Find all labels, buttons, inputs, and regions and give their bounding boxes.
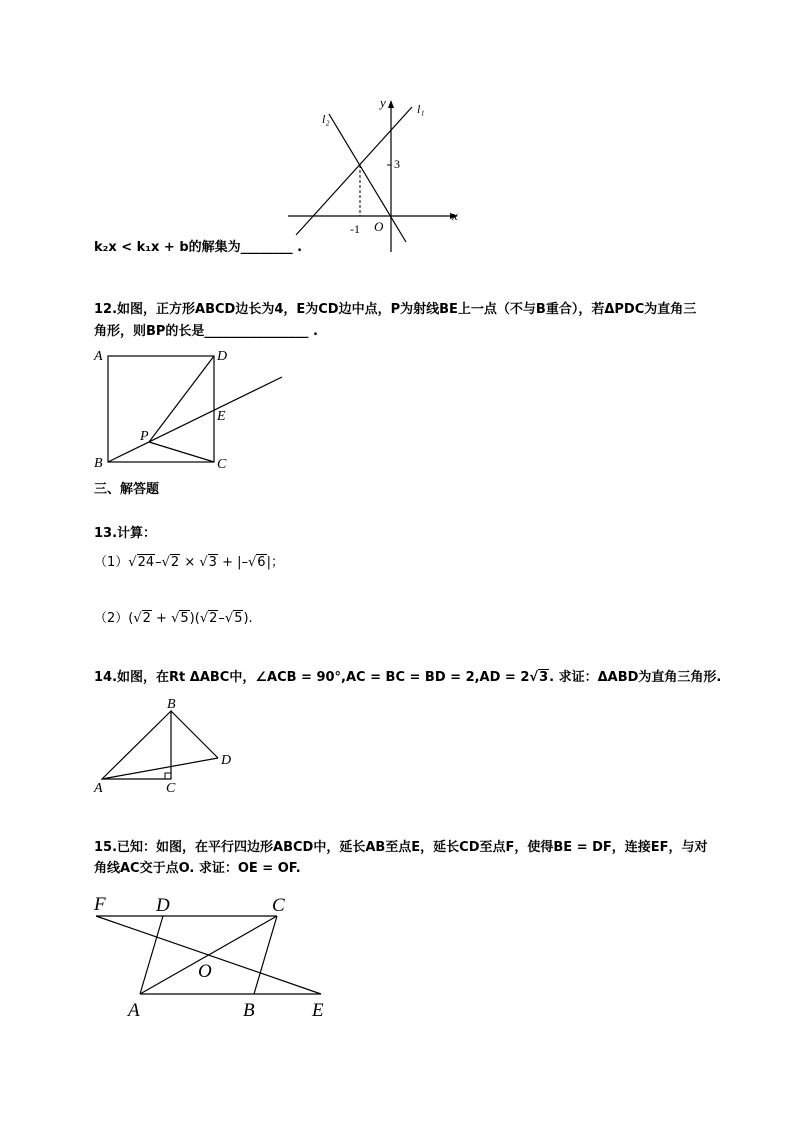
q15-figure	[88, 888, 338, 1024]
q13-p2-rad4: 5	[234, 611, 243, 626]
label-l2: l₂	[322, 112, 330, 126]
segment-pd	[149, 356, 214, 442]
q14-text-b: . 求证：ΔABD为直角三角形.	[549, 670, 722, 685]
q14-text: 14.如图，在Rt ΔABC中，∠ACB = 90°,AC = BC = BD = 2,AD = 2√3. 求证：ΔABD为直角三角形.	[94, 670, 722, 685]
label-c: C	[217, 457, 227, 472]
q12-figure	[90, 342, 290, 474]
segment-fe	[96, 916, 321, 994]
q13-p1-op2: ×	[180, 555, 200, 570]
q13-p2-prefix: （2）(	[94, 611, 134, 626]
q12-line1: 12.如图，正方形ABCD边长为4，E为CD边中点，P为射线BE上一点（不与B重合），若ΔPDC为直角三	[94, 302, 697, 317]
label-y: y	[380, 95, 386, 110]
q13-part1: （1）√24–√2 × √3 + |–√6|；	[94, 555, 284, 570]
q13-p1-rad4: 6	[257, 555, 266, 570]
label-o: O	[198, 961, 212, 982]
q13-p2-mid: )(	[189, 611, 200, 626]
label-x: x	[452, 208, 458, 223]
q13-p2-rad3: 2	[209, 611, 218, 626]
label-a: A	[94, 781, 103, 796]
label-p: P	[140, 429, 149, 444]
q13-p1-rad1: 24	[137, 555, 155, 570]
right-angle-mark	[165, 773, 171, 779]
label-a: A	[128, 1000, 140, 1021]
q13-title: 13.计算：	[94, 526, 157, 541]
q13-p1-suffix: |；	[266, 555, 284, 570]
q13-p1-rad3: 3	[208, 555, 217, 570]
q13-p2-suffix: ).	[243, 611, 253, 626]
q11-tail-text: k₂x < k₁x + b的解集为________ .	[94, 240, 303, 255]
q13-p1-prefix: （1）	[94, 555, 129, 570]
label-l1: l₁	[417, 102, 425, 116]
q13-p1-rad2: 2	[170, 555, 180, 570]
label-b: B	[94, 456, 103, 471]
label-o: O	[374, 219, 384, 234]
q13-p2-op2: –	[218, 611, 225, 626]
q14-rad: 3	[539, 670, 549, 685]
q11-graph	[280, 92, 470, 257]
segment-pc	[149, 442, 214, 462]
q13-p2-rad1: 2	[142, 611, 151, 626]
label-f: F	[94, 894, 106, 915]
label-c: C	[166, 781, 176, 796]
label-c: C	[272, 895, 285, 916]
label-tick-neg1: -1	[350, 222, 360, 236]
q13-p2-op1: +	[151, 611, 172, 626]
label-tick-3: 3	[394, 157, 400, 171]
ray-be	[108, 377, 282, 462]
q12-line2: 角形，则BP的长是________________ .	[94, 324, 318, 339]
label-e: E	[312, 1000, 324, 1021]
q13-p1-op1: –	[155, 555, 162, 570]
q13-part2: （2）(√2 + √5)(√2–√5).	[94, 611, 253, 626]
label-d: D	[217, 349, 228, 364]
q14-figure	[90, 694, 250, 798]
label-d: D	[221, 753, 232, 768]
q13-p1-op3: + |–	[217, 555, 248, 570]
label-b: B	[167, 697, 176, 712]
q14-text-a: 14.如图，在Rt ΔABC中，∠ACB = 90°,AC = BC = BD = 2,AD = 2	[94, 670, 530, 685]
label-a: A	[94, 349, 103, 364]
q15-line1: 15.已知：如图，在平行四边形ABCD中，延长AB至点E，延长CD至点F，使得BE = DF，连接EF，与对	[94, 840, 708, 855]
segment-bd	[171, 711, 218, 758]
q13-p2-rad2: 5	[180, 611, 189, 626]
y-axis-arrow-icon	[388, 100, 394, 108]
q15-line2: 角线AC交于点O. 求证：OE = OF.	[94, 861, 301, 876]
label-b: B	[243, 1000, 255, 1021]
label-d: D	[156, 895, 170, 916]
section-title: 三、解答题	[94, 482, 160, 497]
label-e: E	[217, 409, 226, 424]
line-l2	[329, 114, 406, 242]
